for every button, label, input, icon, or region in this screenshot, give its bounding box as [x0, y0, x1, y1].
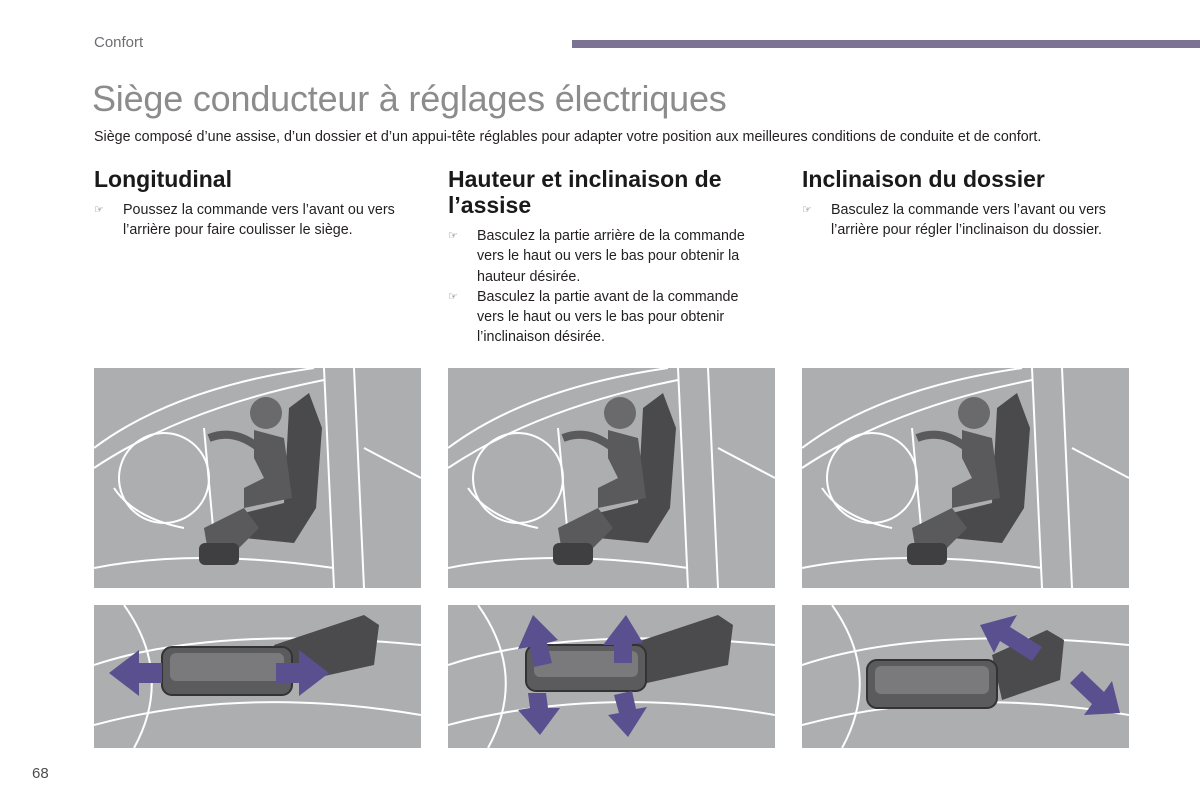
section-label: Confort — [94, 34, 144, 51]
bullet-text: Basculez la partie arrière de la commande vers le haut ou vers le bas pour obtenir la hauteur désirée. — [477, 228, 745, 285]
seat-control-illustration — [802, 605, 1129, 748]
illustration-control-dossier — [802, 605, 1129, 748]
list-item — [448, 226, 768, 287]
list-item — [802, 200, 1132, 241]
list-item — [448, 287, 768, 348]
column-inclinaison-dossier — [802, 166, 1132, 241]
list-item — [94, 200, 424, 241]
heading-longitudinal: Longitudinal — [94, 166, 232, 192]
illustration-control-longitudinal — [94, 605, 421, 748]
pointing-hand-icon: ☞ — [94, 204, 104, 216]
intro-paragraph: Siège composé d’une assise, d’un dossier et d’un appui-tête réglables pour adapter votre position aux meilleures conditions de conduite et de confort. — [94, 129, 1042, 145]
arrow-left-icon — [109, 650, 162, 696]
seat-control-illustration — [94, 605, 421, 748]
illustration-driver-seat-dossier — [802, 368, 1129, 588]
illustration-driver-seat-hauteur — [448, 368, 775, 588]
driver-seat-illustration — [94, 368, 421, 588]
driver-seat-illustration — [802, 368, 1129, 588]
bullet-text: Poussez la commande vers l’avant ou vers l’arrière pour faire coulisser le siège. — [123, 202, 395, 239]
heading-inclinaison-dossier: Inclinaison du dossier — [802, 166, 1045, 192]
heading-hauteur-inclinaison: Hauteur et inclinaison de l’assise — [448, 166, 722, 218]
seat-control-illustration — [448, 605, 775, 748]
page-title: Siège conducteur à réglages électriques — [92, 78, 727, 119]
column-hauteur-inclinaison — [448, 166, 768, 348]
bullet-text: Basculez la commande vers l’avant ou vers l’arrière pour régler l’inclinaison du dossier. — [831, 202, 1106, 239]
illustration-driver-seat-longitudinal — [94, 368, 421, 588]
page-number: 68 — [32, 765, 49, 782]
arrow-down-front-icon — [608, 691, 647, 737]
pointing-hand-icon: ☞ — [448, 290, 458, 303]
bullet-text: Basculez la partie avant de la commande vers le haut ou vers le bas pour obtenir l’inclinaison désirée. — [477, 288, 739, 346]
arrow-down-rear-icon — [518, 693, 560, 735]
pointing-hand-icon: ☞ — [448, 230, 458, 242]
section-accent-bar — [572, 40, 1200, 48]
column-longitudinal — [94, 166, 424, 241]
driver-seat-illustration — [448, 368, 775, 588]
pointing-hand-icon: ☞ — [802, 204, 812, 216]
illustration-control-hauteur — [448, 605, 775, 748]
